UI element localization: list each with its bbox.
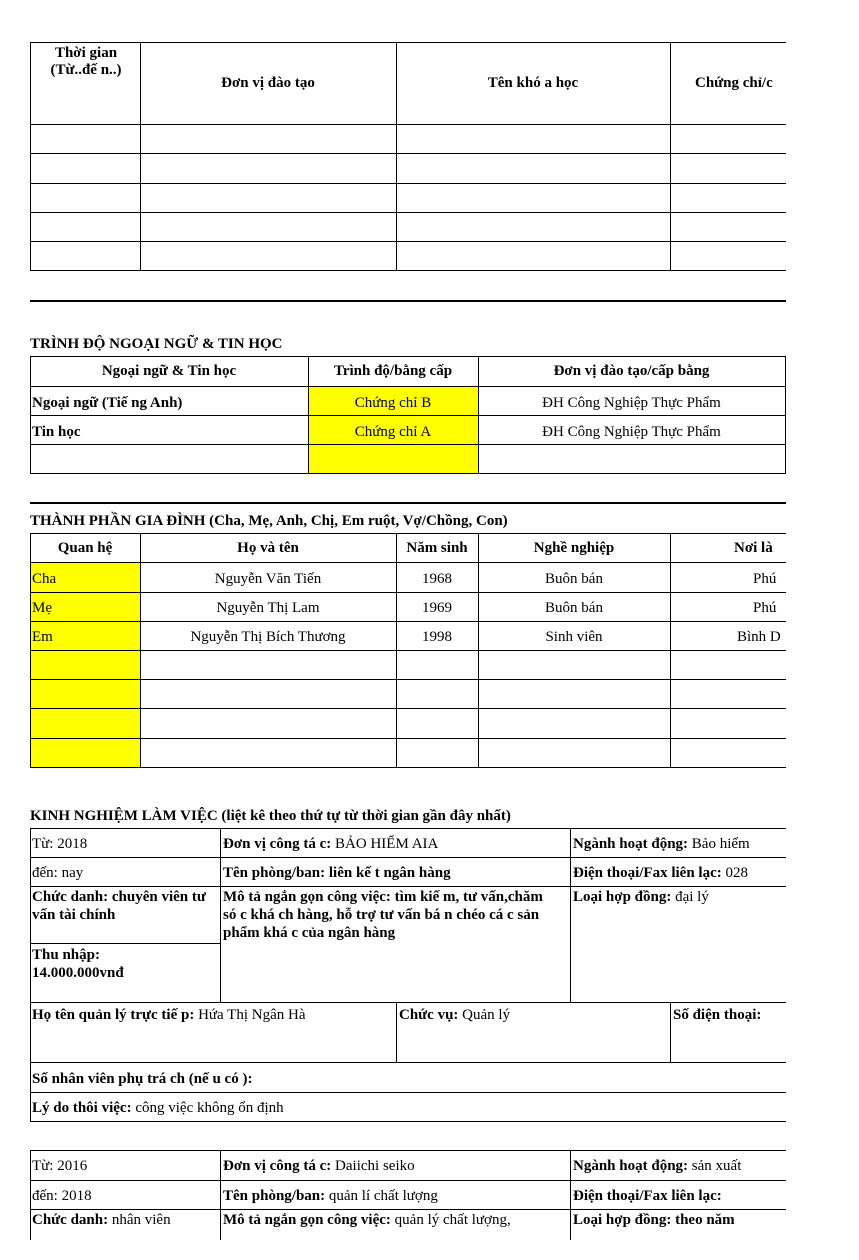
job1-reason-value: công việc không ổn định: [135, 1100, 284, 1116]
job1-dept: Tên phòng/ban: liên kế t ngân hàng: [223, 865, 451, 881]
training-header-org: Đơn vị đào tạo: [221, 75, 315, 91]
job1-phone: [573, 864, 748, 882]
job1-industry: [573, 835, 750, 853]
lang-header-name: Ngoại ngữ & Tin học: [101, 363, 237, 379]
job2-position-label: Chức danh:: [32, 1212, 109, 1228]
training-header-cert: Chứng chỉ/c: [695, 75, 773, 91]
family-year: 1969: [422, 600, 452, 616]
job1-industry-value: Bảo hiểm: [691, 836, 750, 852]
languages-title: TRÌNH ĐỘ NGOẠI NGỮ & TIN HỌC: [30, 336, 283, 352]
job2-phone: Điện thoại/Fax liên lạc:: [573, 1188, 722, 1204]
job2-dept-label: Tên phòng/ban:: [223, 1188, 326, 1204]
job1-manager-title: [399, 1006, 510, 1024]
job1-title-value: Quản lý: [462, 1007, 511, 1023]
job1-manager-value: Hứa Thị Ngân Hà: [198, 1007, 306, 1023]
family-header-year: Năm sinh: [406, 540, 468, 556]
job1-company-label: Đơn vị công tá c:: [223, 836, 332, 852]
job2-description: [223, 1211, 511, 1229]
job1-contract: [573, 888, 709, 906]
family-job: Sinh viên: [545, 629, 603, 645]
training-header-course: Tên khó a học: [487, 75, 579, 91]
family-header-place: Nơi là: [734, 540, 773, 556]
family-job: Buôn bán: [545, 600, 603, 616]
family-relation: Cha: [32, 571, 57, 587]
job2-dept: [223, 1187, 438, 1205]
family-header-relation: Quan hệ: [57, 540, 113, 556]
lang-row-name: Ngoại ngữ (Tiế ng Anh): [32, 395, 183, 411]
job1-phone-label: Điện thoại/Fax liên lạc:: [573, 865, 722, 881]
job1-position: Chức danh: chuyên viên tư vấn tài chính: [32, 889, 206, 923]
job2-contract: Loại hợp đồng: theo năm: [573, 1212, 735, 1228]
job1-manager: [32, 1006, 306, 1024]
job2-industry: [573, 1157, 741, 1175]
job1-staff: Số nhân viên phụ trá ch (nế u có ):: [32, 1071, 253, 1087]
job1-from: Từ: 2018: [32, 836, 88, 852]
experience-title: KINH NGHIỆM LÀM VIỆC (liệt kê theo thứ tự từ thời gian gần đây nhất): [30, 808, 511, 824]
job2-from: Từ: 2016: [32, 1158, 88, 1174]
job2-company-label: Đơn vị công tá c:: [223, 1158, 332, 1174]
family-name: Nguyễn Thị Lam: [216, 600, 320, 616]
family-job: Buôn bán: [545, 571, 603, 587]
family-name: Nguyễn Văn Tiến: [214, 571, 322, 587]
job2-industry-value: sản xuất: [691, 1158, 742, 1174]
job2-industry-label: Ngành hoạt động:: [573, 1158, 689, 1174]
job2-desc-label: Mô tả ngắn gọn công việc:: [223, 1212, 391, 1228]
job1-phone-value: 028: [725, 865, 748, 881]
job1-title-label: Chức vụ:: [399, 1007, 459, 1023]
job1-to: đến: nay: [32, 865, 84, 881]
family-header-name: Họ và tên: [237, 540, 299, 556]
job1-industry-label: Ngành hoạt động:: [573, 836, 689, 852]
family-name: Nguyễn Thị Bích Thương: [190, 629, 346, 645]
job1-manager-label: Họ tên quản lý trực tiế p:: [32, 1007, 195, 1023]
lang-row-level: Chứng chỉ A: [354, 424, 432, 440]
job1-reason: [32, 1099, 284, 1117]
lang-row-org: ĐH Công Nghiệp Thực Phẩm: [542, 424, 721, 440]
job2-company: [223, 1157, 415, 1175]
job1-contract-label: Loại hợp đồng:: [573, 889, 672, 905]
job1-reason-label: Lý do thôi việc:: [32, 1100, 132, 1116]
lang-header-org: Đơn vị đào tạo/cấp bằng: [553, 363, 710, 379]
lang-row-name: Tin học: [32, 424, 81, 440]
job2-dept-value: quản lí chất lượng: [328, 1188, 438, 1204]
family-relation: Em: [32, 629, 53, 645]
family-year: 1968: [422, 571, 452, 587]
family-relation: Mẹ: [32, 600, 52, 616]
family-year: 1998: [422, 629, 452, 645]
job1-company: [223, 835, 438, 853]
job1-description: Mô tả ngắn gọn công việc: tìm kiế m, tư vấn,chăm só c khá ch hàng, hỗ trợ tư vấn bá n chéo cá c sản phẩm khá c của ngân hàng: [223, 889, 543, 941]
section-divider: [30, 300, 786, 302]
job1-company-value: BẢO HIỂM AIA: [335, 836, 439, 852]
job1-income: Thu nhập: 14.000.000vnđ: [32, 947, 124, 981]
job1-manager-phone: Số điện thoại:: [673, 1007, 762, 1023]
job1-contract-value: đại lý: [675, 889, 709, 905]
lang-row-level: Chứng chỉ B: [354, 395, 432, 411]
lang-header-level: Trình độ/bằng cấp: [333, 363, 453, 379]
family-title: THÀNH PHẦN GIA ĐÌNH (Cha, Mẹ, Anh, Chị, Em ruột, Vợ/Chồng, Con): [30, 513, 508, 529]
job2-desc-value: quản lý chất lượng,: [394, 1212, 511, 1228]
job2-position: [32, 1211, 171, 1229]
section-divider: [30, 502, 786, 504]
job2-company-value: Daiichi seiko: [335, 1158, 415, 1174]
family-place: Bình D: [737, 629, 781, 645]
lang-row-org: ĐH Công Nghiệp Thực Phẩm: [542, 395, 721, 411]
family-place: Phú: [753, 600, 777, 616]
job2-position-value: nhân viên: [111, 1212, 171, 1228]
job2-to: đến: 2018: [32, 1188, 92, 1204]
family-header-job: Nghề nghiệp: [533, 540, 615, 556]
training-header-time: Thời gian (Từ..đế n..): [50, 45, 122, 78]
family-place: Phú: [753, 571, 777, 587]
